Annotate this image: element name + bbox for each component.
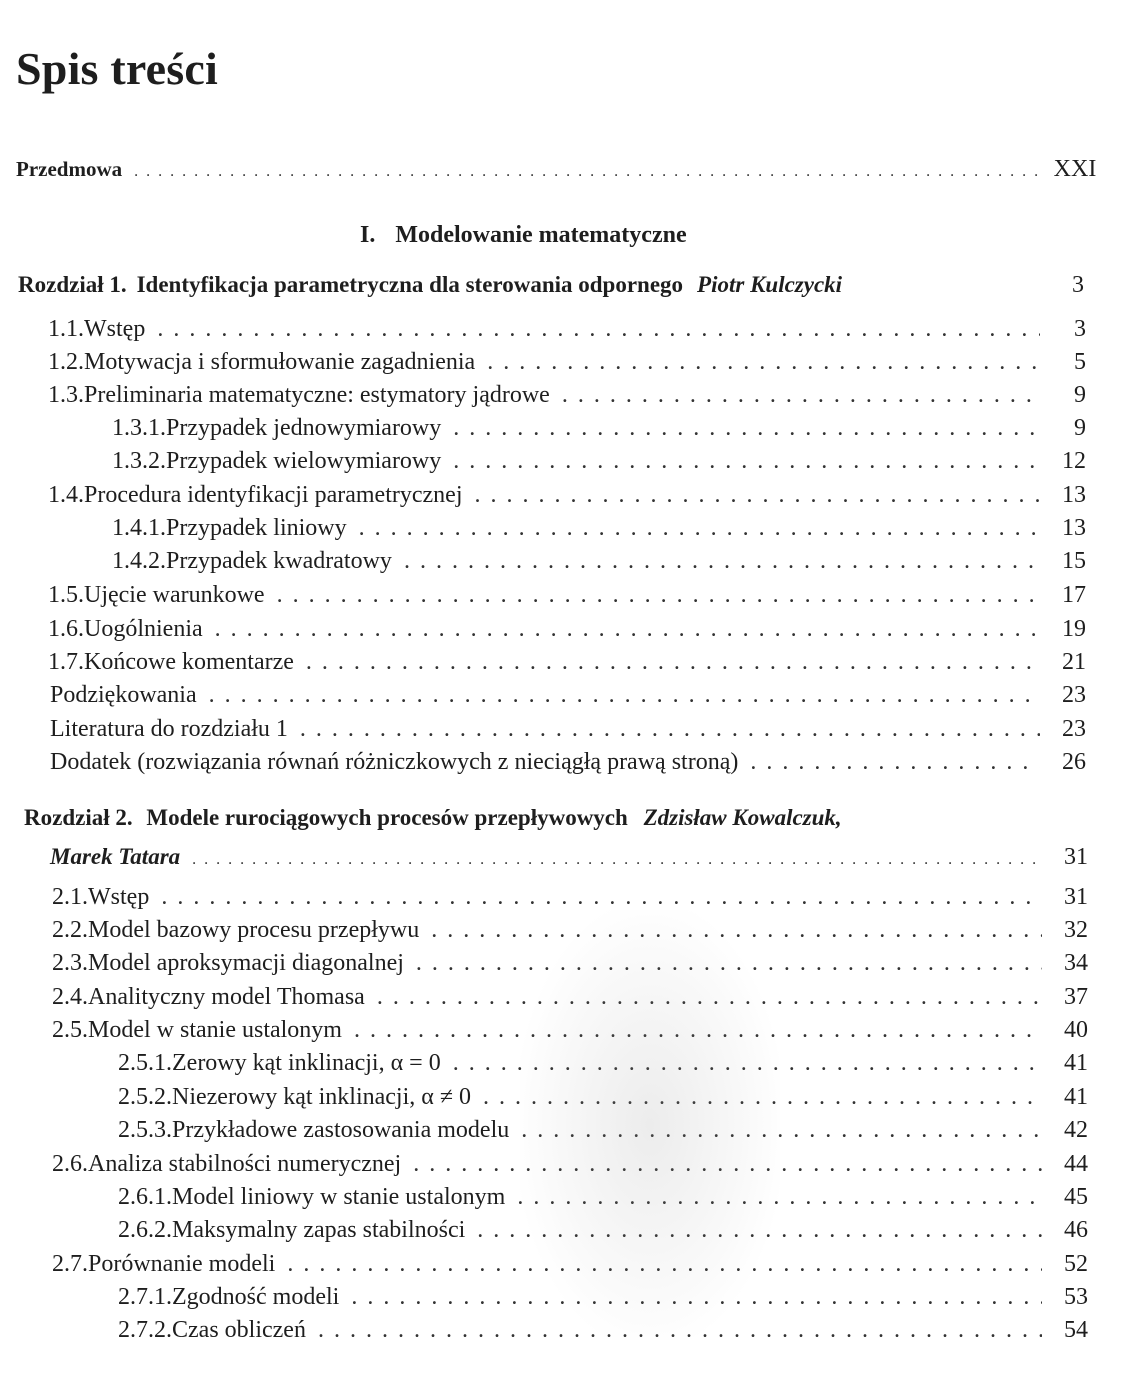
dot-leader bbox=[483, 1080, 1042, 1114]
entry-page: 23 bbox=[1062, 682, 1086, 708]
entry-text: Procedura identyfikacji parametrycznej bbox=[84, 482, 463, 508]
entry-page: 46 bbox=[1064, 1217, 1088, 1243]
dot-leader bbox=[134, 155, 1040, 189]
entry-text: Analityczny model Thomasa bbox=[88, 984, 365, 1010]
entry-text: Podziękowania bbox=[50, 682, 197, 708]
toc-entry-2-1[interactable] bbox=[52, 880, 1088, 914]
toc-entry-2-3[interactable] bbox=[52, 946, 1088, 980]
entry-text: Końcowe komentarze bbox=[84, 649, 294, 675]
toc-entry-2-6[interactable] bbox=[52, 1147, 1088, 1181]
entry-text: Przykładowe zastosowania modelu bbox=[172, 1117, 510, 1143]
dot-leader bbox=[487, 345, 1040, 379]
dot-leader bbox=[215, 612, 1040, 646]
entry-number: 1.5. bbox=[48, 582, 84, 608]
entry-number: 2.5.3. bbox=[118, 1117, 172, 1143]
dot-leader bbox=[453, 444, 1040, 478]
entry-text: Model liniowy w stanie ustalonym bbox=[172, 1184, 506, 1210]
entry-text: Ujęcie warunkowe bbox=[84, 582, 265, 608]
dot-leader bbox=[157, 312, 1040, 346]
entry-page: 3 bbox=[1074, 316, 1086, 342]
entry-text: Model bazowy procesu przepływu bbox=[88, 917, 420, 943]
dot-leader bbox=[192, 843, 1042, 877]
chapter-author: Piotr Kulczycki bbox=[697, 272, 843, 297]
chapter-1-heading[interactable] bbox=[18, 268, 1084, 302]
entry-page: 45 bbox=[1064, 1184, 1088, 1210]
entry-text: Przedmowa bbox=[16, 157, 123, 181]
entry-number: 2.6. bbox=[52, 1151, 88, 1177]
entry-page: 53 bbox=[1064, 1284, 1088, 1310]
entry-text: Przypadek liniowy bbox=[166, 515, 347, 541]
entry-text: Wstęp bbox=[88, 884, 150, 910]
entry-page: XXI bbox=[1053, 156, 1097, 182]
dot-leader bbox=[477, 1213, 1042, 1247]
toc-entry-2-6-1[interactable] bbox=[118, 1180, 1088, 1214]
entry-page: 9 bbox=[1074, 415, 1086, 441]
dot-leader bbox=[287, 1247, 1042, 1281]
entry-text: Przypadek jednowymiarowy bbox=[166, 415, 442, 441]
entry-number: 2.5.2. bbox=[118, 1084, 172, 1110]
toc-entry-2-4[interactable] bbox=[52, 980, 1088, 1014]
dot-leader bbox=[209, 678, 1040, 712]
entry-number: 1.4.1. bbox=[112, 515, 166, 541]
toc-entry-acknowledgements[interactable] bbox=[50, 678, 1086, 712]
toc-entry-1-2[interactable] bbox=[48, 345, 1086, 379]
dot-leader bbox=[474, 478, 1040, 512]
entry-page: 13 bbox=[1062, 515, 1086, 541]
entry-number: 1.7. bbox=[48, 649, 84, 675]
toc-entry-1-4-2[interactable] bbox=[112, 544, 1086, 578]
entry-page: 21 bbox=[1062, 649, 1086, 675]
entry-text: Wstęp bbox=[84, 316, 146, 342]
entry-page: 15 bbox=[1062, 548, 1086, 574]
chapter-title: Identyfikacja parametryczna dla sterowania odpornego bbox=[136, 272, 684, 297]
toc-entry-1-5[interactable] bbox=[48, 578, 1086, 612]
entry-number: 2.7.1. bbox=[118, 1284, 172, 1310]
entry-number: 2.5.1. bbox=[118, 1050, 172, 1076]
toc-entry-2-6-2[interactable] bbox=[118, 1213, 1088, 1247]
dot-leader bbox=[453, 1046, 1042, 1080]
entry-number: 1.2. bbox=[48, 349, 84, 375]
dot-leader bbox=[413, 1147, 1042, 1181]
dot-leader bbox=[562, 378, 1040, 412]
dot-leader bbox=[354, 1013, 1042, 1047]
entry-page: 37 bbox=[1064, 984, 1088, 1010]
entry-number: 2.5. bbox=[52, 1017, 88, 1043]
dot-leader bbox=[453, 411, 1040, 445]
entry-page: 41 bbox=[1064, 1084, 1088, 1110]
toc-entry-appendix[interactable] bbox=[50, 745, 1086, 779]
entry-text: Uogólnienia bbox=[84, 616, 203, 642]
entry-number: 1.6. bbox=[48, 616, 84, 642]
entry-number: 2.7. bbox=[52, 1251, 88, 1277]
entry-number: 2.1. bbox=[52, 884, 88, 910]
dot-leader bbox=[161, 880, 1042, 914]
entry-text: Porównanie modeli bbox=[88, 1251, 276, 1277]
entry-text: Zgodność modeli bbox=[172, 1284, 340, 1310]
entry-page: 44 bbox=[1064, 1151, 1088, 1177]
dot-leader bbox=[416, 946, 1042, 980]
toc-entry-1-4[interactable] bbox=[48, 478, 1086, 512]
entry-text: Zerowy kąt inklinacji, α = 0 bbox=[172, 1050, 441, 1076]
part-title: Modelowanie matematyczne bbox=[395, 222, 687, 248]
entry-text: Model aproksymacji diagonalnej bbox=[88, 950, 404, 976]
entry-page: 19 bbox=[1062, 616, 1086, 642]
toc-entry-2-5-1[interactable] bbox=[118, 1046, 1088, 1080]
dot-leader bbox=[277, 578, 1040, 612]
entry-page: 52 bbox=[1064, 1251, 1088, 1277]
dot-leader bbox=[351, 1280, 1042, 1314]
entry-number: 1.4.2. bbox=[112, 548, 166, 574]
entry-text: Analiza stabilności numerycznej bbox=[88, 1151, 402, 1177]
entry-page: 41 bbox=[1064, 1050, 1088, 1076]
dot-leader bbox=[517, 1180, 1042, 1214]
entry-page: 5 bbox=[1074, 349, 1086, 375]
dot-leader bbox=[359, 511, 1040, 545]
entry-number: 2.4. bbox=[52, 984, 88, 1010]
toc-entry-2-2[interactable] bbox=[52, 913, 1088, 947]
entry-text: Niezerowy kąt inklinacji, α ≠ 0 bbox=[172, 1084, 471, 1110]
entry-number: 1.4. bbox=[48, 482, 84, 508]
toc-entry-1-3-2[interactable] bbox=[112, 444, 1086, 478]
entry-text: Motywacja i sformułowanie zagadnienia bbox=[84, 349, 476, 375]
chapter-title: Modele rurociągowych procesów przepływowych bbox=[146, 805, 628, 830]
dot-leader bbox=[306, 645, 1040, 679]
entry-number: 1.1. bbox=[48, 316, 84, 342]
entry-page: 13 bbox=[1062, 482, 1086, 508]
dot-leader bbox=[404, 544, 1040, 578]
toc-entry-1-4-1[interactable] bbox=[112, 511, 1086, 545]
page-title: Spis treści bbox=[16, 43, 218, 94]
entry-text: Dodatek (rozwiązania równań różniczkowych z nieciągłą prawą stroną) bbox=[50, 749, 739, 775]
chapter-label: Rozdział 2. bbox=[24, 805, 133, 830]
entry-page: 31 bbox=[1064, 884, 1088, 910]
entry-page: 12 bbox=[1062, 448, 1086, 474]
entry-page: 3 bbox=[1072, 272, 1084, 298]
entry-page: 9 bbox=[1074, 382, 1086, 408]
entry-page: 32 bbox=[1064, 917, 1088, 943]
dot-leader bbox=[318, 1313, 1042, 1347]
toc-entry-2-5-3[interactable] bbox=[118, 1113, 1088, 1147]
part-number: I. bbox=[360, 222, 376, 248]
toc-entry-2-7-1[interactable] bbox=[118, 1280, 1088, 1314]
entry-text: Preliminaria matematyczne: estymatory jądrowe bbox=[84, 382, 550, 408]
entry-text: Model w stanie ustalonym bbox=[88, 1017, 342, 1043]
entry-page: 42 bbox=[1064, 1117, 1088, 1143]
entry-page: 34 bbox=[1064, 950, 1088, 976]
toc-entry-2-7[interactable] bbox=[52, 1247, 1088, 1281]
entry-page: 54 bbox=[1064, 1317, 1088, 1343]
part-heading bbox=[360, 222, 687, 249]
toc-entry-1-3[interactable] bbox=[48, 378, 1086, 412]
toc-entry-1-6[interactable] bbox=[48, 612, 1086, 646]
toc-entry-literature[interactable] bbox=[50, 712, 1086, 746]
entry-page: 31 bbox=[1064, 844, 1088, 870]
entry-number: 1.3. bbox=[48, 382, 84, 408]
entry-text: Literatura do rozdziału 1 bbox=[50, 716, 288, 742]
entry-page: 17 bbox=[1062, 582, 1086, 608]
entry-number: 1.3.2. bbox=[112, 448, 166, 474]
chapter-label: Rozdział 1. bbox=[18, 272, 127, 297]
entry-number: 2.6.2. bbox=[118, 1217, 172, 1243]
chapter-author: Marek Tatara bbox=[50, 844, 181, 869]
entry-number: 2.6.1. bbox=[118, 1184, 172, 1210]
toc-entry-1-7[interactable] bbox=[48, 645, 1086, 679]
dot-leader bbox=[300, 712, 1040, 746]
entry-text: Czas obliczeń bbox=[172, 1317, 306, 1343]
entry-page: 23 bbox=[1062, 716, 1086, 742]
dot-leader bbox=[377, 980, 1042, 1014]
entry-page: 40 bbox=[1064, 1017, 1088, 1043]
toc-entry-preface[interactable] bbox=[16, 152, 1097, 186]
toc-entry-1-1[interactable] bbox=[48, 312, 1086, 346]
entry-page: 26 bbox=[1062, 749, 1086, 775]
entry-number: 1.3.1. bbox=[112, 415, 166, 441]
chapter-2-heading-line2[interactable] bbox=[50, 840, 1088, 874]
entry-number: 2.3. bbox=[52, 950, 88, 976]
dot-leader bbox=[431, 913, 1042, 947]
entry-text: Przypadek kwadratowy bbox=[166, 548, 392, 574]
dot-leader bbox=[521, 1113, 1042, 1147]
dot-leader bbox=[750, 745, 1040, 779]
chapter-2-heading[interactable] bbox=[24, 805, 842, 831]
entry-number: 2.7.2. bbox=[118, 1317, 172, 1343]
toc-entry-1-3-1[interactable] bbox=[112, 411, 1086, 445]
entry-text: Maksymalny zapas stabilności bbox=[172, 1217, 466, 1243]
toc-entry-2-5-2[interactable] bbox=[118, 1080, 1088, 1114]
entry-text: Przypadek wielowymiarowy bbox=[166, 448, 442, 474]
chapter-author: Zdzisław Kowalczuk, bbox=[643, 805, 842, 830]
entry-number: 2.2. bbox=[52, 917, 88, 943]
toc-entry-2-5[interactable] bbox=[52, 1013, 1088, 1047]
toc-entry-2-7-2[interactable] bbox=[118, 1313, 1088, 1347]
